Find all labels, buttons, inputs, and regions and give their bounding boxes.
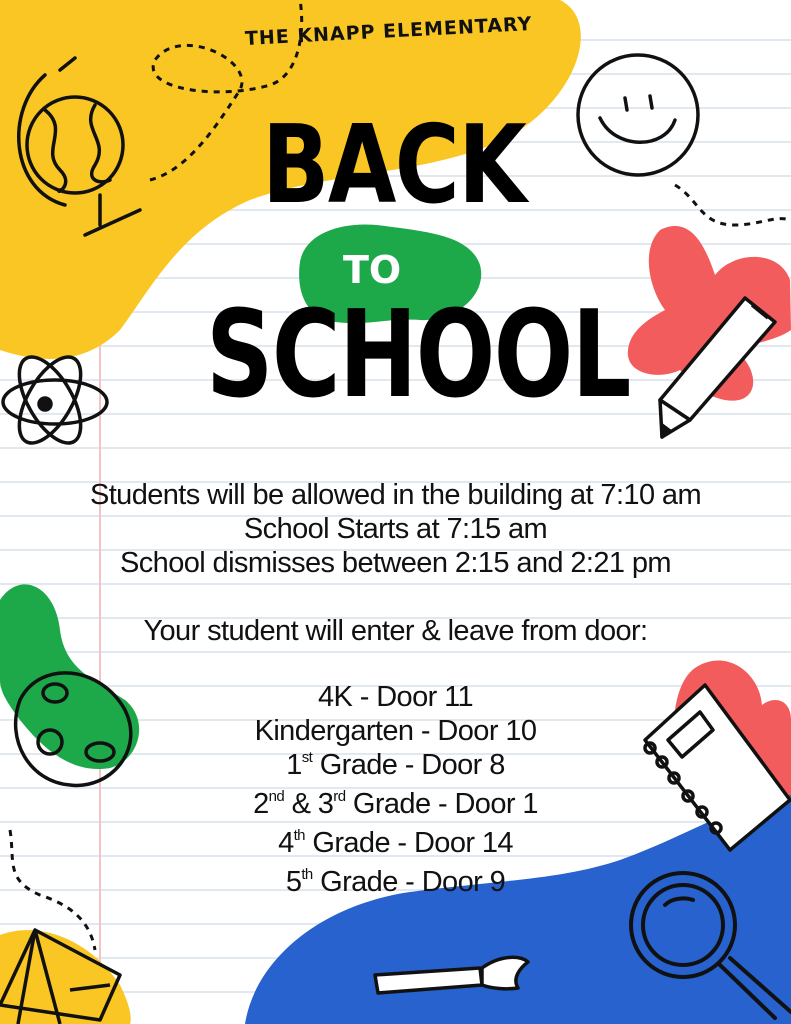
schedule-line: School Starts at 7:15 am bbox=[243, 513, 548, 545]
atom-icon bbox=[3, 347, 107, 452]
door-grade-1: 1st Grade - Door 8 bbox=[286, 749, 505, 781]
door-4k: 4K - Door 11 bbox=[317, 681, 474, 713]
doors-intro: Your student will enter & leave from door: bbox=[143, 615, 648, 647]
school-name: THE KNAPP ELEMENTARY bbox=[244, 12, 533, 50]
title-to: TO bbox=[343, 248, 402, 292]
door-grade-5: 5th Grade - Door 9 bbox=[285, 866, 506, 898]
doors-list bbox=[0, 680, 791, 904]
title-back: BACK bbox=[262, 103, 526, 228]
dotted-path-right bbox=[675, 185, 791, 225]
schedule-line: School dismisses between 2:15 and 2:21 pm bbox=[120, 547, 671, 579]
door-grade-4: 4th Grade - Door 14 bbox=[278, 827, 513, 859]
title-school: SCHOOL bbox=[206, 286, 630, 425]
door-kindergarten: Kindergarten - Door 10 bbox=[254, 715, 537, 747]
door-grade-2-3: 2nd & 3rd Grade - Door 1 bbox=[253, 788, 538, 820]
schedule-block bbox=[0, 478, 791, 580]
smiley-icon bbox=[578, 55, 698, 175]
schedule-line: Students will be allowed in the building at 7:10 am bbox=[89, 479, 702, 511]
